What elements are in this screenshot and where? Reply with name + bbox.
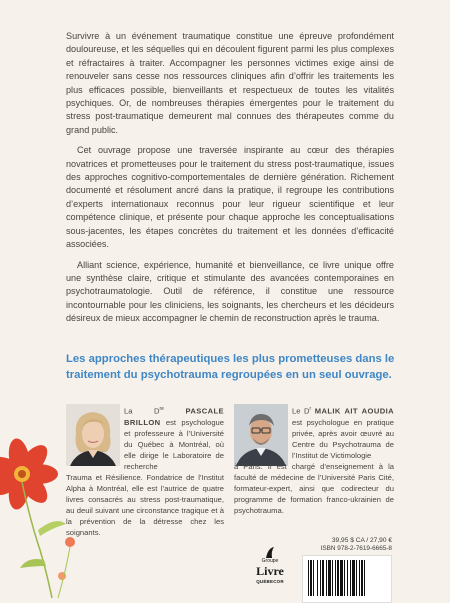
publisher-logo — [250, 546, 290, 596]
price: 39,95 $ CA / 27,90 € — [331, 537, 392, 544]
author-bio-rest: Trauma et Résilience. Fondatrice de l’Institut Alpha à Montréal, elle est l’autrice de quatre livres consacrés au stress post-traumatique, au deuil suivant une circonstance tragique et à la prévention de la détresse chez les soignants. — [66, 472, 224, 537]
paragraph-2: Cet ouvrage propose une traversée inspirante au cœur des thérapies novatrices et prometteuses pour le traitement du stress post-traumatique, issues des approches cognitivo-comportementales de dernière génération. Richement documenté et résolument ancré dans la pratique, il regroupe les contributions d’experts internationaux reconnus pour leur rigueur scientifique et leur compétence clinique, et présente pour chaque approche les conceptualisations sous-jacentes, les étapes concrètes du traitement et les données d’efficacité associées. — [66, 145, 394, 250]
publisher-name: Livre — [256, 564, 284, 578]
author-prefix-sup: re — [159, 406, 164, 412]
tagline: Les approches thérapeutiques les plus prometteuses dans le traitement du psychotrauma regroupées en un seul ouvrage. — [66, 353, 395, 381]
paragraph-3: Alliant science, expérience, humanité et bienveillance, ce livre unique offre une synthèse claire, critique et stimulante des avancées contemporaines en psychotraumatologie. Outil de référence, il constitue une ressource incontournable pour les cliniciens, les soignants, les chercheurs et les décideurs désireux de mieux accompagner le chemin de reconstruction après le trauma. — [66, 259, 394, 324]
author-bio-start: est psychologue en pratique privée, après avoir œuvré au Centre du Psychotrauma de l’Institut de Victimologie — [292, 417, 394, 460]
publisher-groupe: Groupe — [261, 558, 279, 564]
price-block — [302, 537, 392, 603]
description-text — [66, 30, 394, 333]
author-bio-rest: à Paris. Il est chargé d’enseignement à la faculté de médecine de l’Université Paris Cité, formateur-expert, ainsi que codirecteur du programme de formation franco-ukrainien de psychotrauma. — [234, 461, 394, 515]
author-prefix: La D — [124, 406, 160, 416]
author-prefix: Le D — [292, 406, 310, 416]
author-name-aitaoudia: MALIK AIT AOUDIA — [314, 406, 394, 416]
publisher-sub: QUÉBECOR — [256, 579, 284, 584]
paragraph-1: Survivre à un événement traumatique constitue une épreuve profondément douloureuse, et les séquelles qui en découlent figurent parmi les plus complexes et réfractaires à traiter. Accompagner les personnes victimes exige ainsi de renouveler sans cesse nos ressources cliniques afin d’offrir les traitements les plus efficaces possible, bienveillants et respectueux de toutes les vitalités psychiques. Or, de nombreuses thérapies émergentes pour le traitement du stress post-traumatique demeurent mal connues des thérapeutes comme du grand public. — [66, 31, 394, 135]
author-name-brillon: PASCALE BRILLON — [124, 406, 224, 427]
author-bio-start: est psychologue et professeure à l’Université du Québec à Montréal, où elle dirige le Laboratoire de recherche — [124, 417, 224, 471]
isbn: ISBN 978-2-7619-6665-8 — [320, 545, 392, 552]
author-bio-aitaoudia — [234, 404, 394, 516]
barcode-icon — [302, 555, 392, 603]
author-prefix-sup: r — [309, 406, 312, 412]
red-flower-icon — [0, 430, 90, 600]
